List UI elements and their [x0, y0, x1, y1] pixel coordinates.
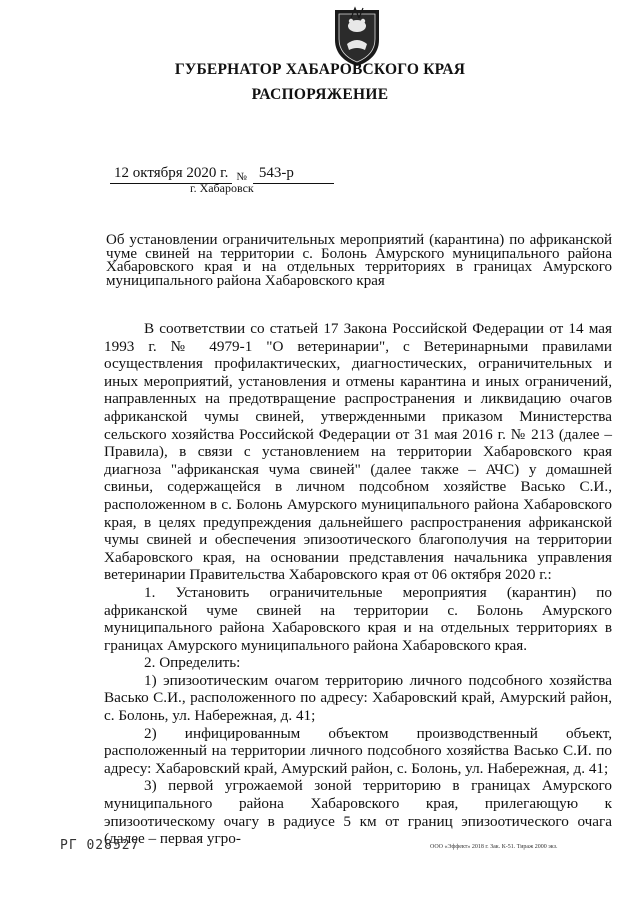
document-subject: Об установлении ограничительных мероприятий (карантина) по африканской чуме свиней на территории с. Болонь Амурского муниципального района Хабаровского края и на отдельных территориях в границах Амурского муниципального района Хабаровского края [106, 232, 612, 289]
number-sign: № [236, 171, 247, 183]
printer-imprint: ООО «Эффект» 2018 г. Зак. К-51. Тираж 2000 экз. [430, 844, 558, 850]
place-of-issue: г. Хабаровск [190, 181, 254, 195]
document-date: 12 октября 2020 г. [110, 165, 232, 184]
authority-title: ГУБЕРНАТОР ХАБАРОВСКОГО КРАЯ [174, 61, 466, 78]
coat-of-arms-icon [329, 6, 385, 68]
document-type: РАСПОРЯЖЕНИЕ [251, 86, 389, 103]
paragraph-subitem-3: 3) первой угрожаемой зоной территорию в границах Амурского муниципального района Хабаровского края, прилегающую к эпизоотическому очагу в радиусе 5 км от границ эпизоотического очага (далее – первая угро- [104, 777, 612, 848]
paragraph-subitem-2: 2) инфицированным объектом производственный объект, расположенный на территории личного подсобного хозяйства Васько С.И. по адресу: Хабаровский край, Амурский район, с. Болонь, ул. Набережная, д. 41; [104, 724, 612, 777]
document-number: 543-р [253, 165, 334, 184]
paragraph-preamble: В соответствии со статьей 17 Закона Российской Федерации от 14 мая 1993 г. № 4979-1 "О ветеринарии", с Ветеринарными правилами осуществления профилактических, диагностических, ограничительных и иных мероприятий, установления и отмены карантина и иных ограничений, направленных на предотвращение распространения и ликвидацию очагов африканской чумы свиней, утвержденными приказом Министерства сельского хозяйства Российской Федерации от 31 мая 2016 г. № 213 (далее – Правила), в связи с установлением на территории Хабаровского края диагноза "африканская чума свиней" (далее также – АЧС) у домашней свиньи, содержащейся в личном подсобном хозяйстве Васько С.И., расположенном в с. Болонь Амурского муниципального района Хабаровского края, в целях предупреждения дальнейшего распространения африканской чумы свиней и обеспечения эпизоотического благополучия на территории Хабаровского края, на основании представления начальника управления ветеринарии Правительства Хабаровского края от 06 октября 2020 г.: [104, 320, 612, 584]
paragraph-item-1: 1. Установить ограничительные мероприятия (карантин) по африканской чуме свиней на территории с. Болонь Амурского муниципального района Хабаровского края и на отдельных территориях в границах Амурского муниципального района Хабаровского края. [104, 583, 612, 654]
paragraph-item-2: 2. Определить: [144, 654, 241, 672]
document-body [104, 320, 612, 848]
serial-number: РГ 028527 [60, 838, 140, 853]
paragraph-subitem-1: 1) эпизоотическим очагом территорию личного подсобного хозяйства Васько С.И., расположенного по адресу: Хабаровский край, Амурский район, с. Болонь, ул. Набережная, д. 41; [104, 671, 612, 725]
